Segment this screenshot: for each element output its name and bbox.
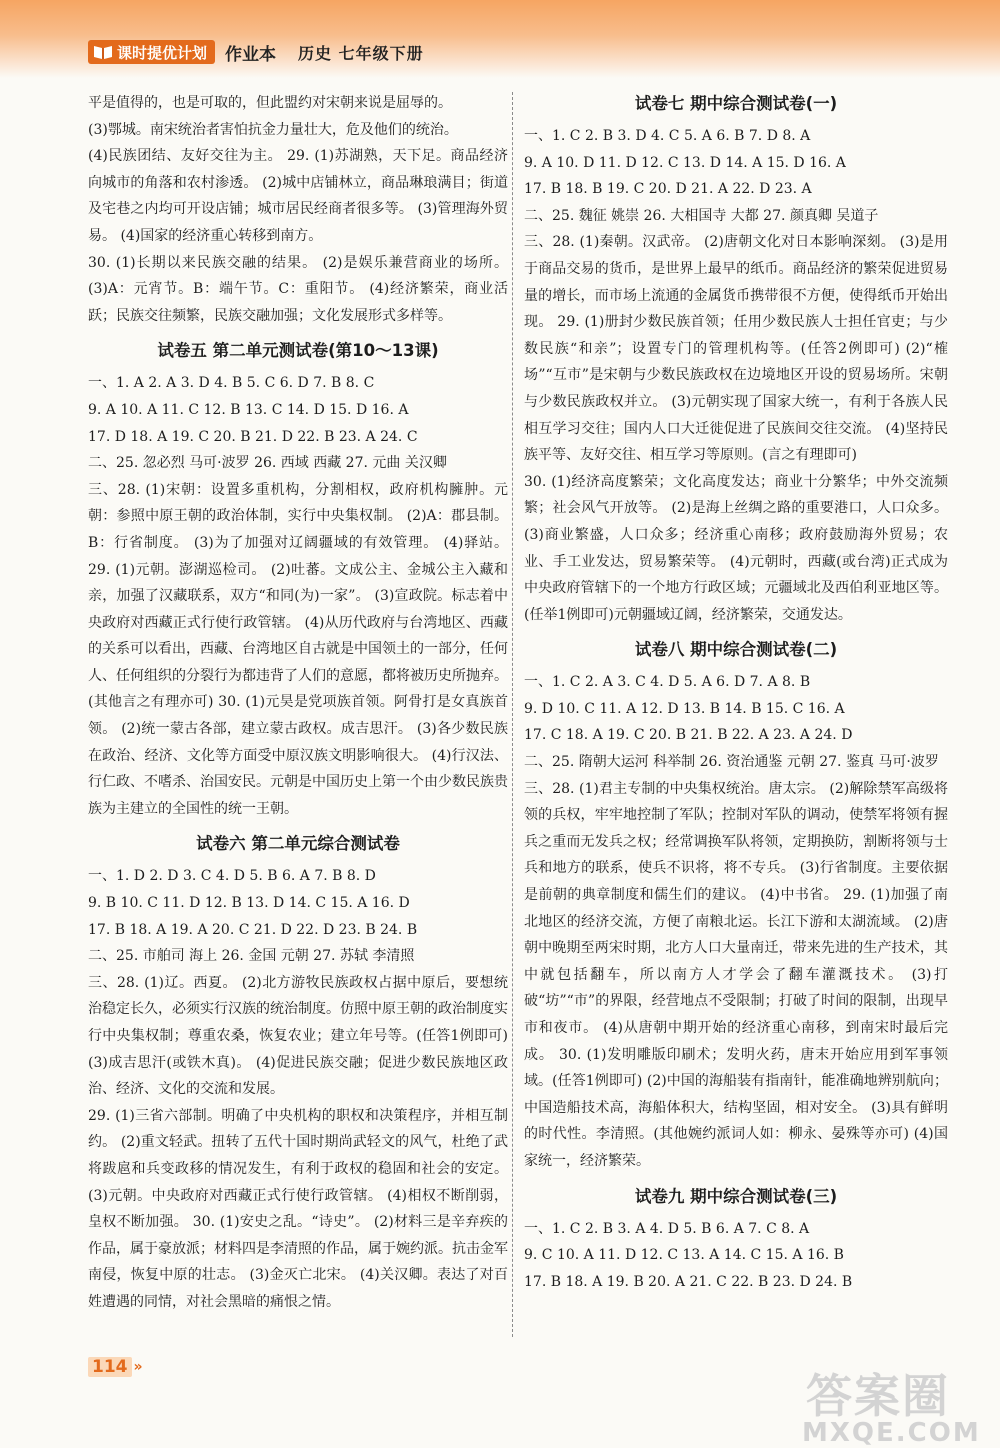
- answer-line: 9. B 10. C 11. D 12. B 13. D 14. C 15. A 16. D: [88, 895, 410, 912]
- paragraph: 30. (1)经济高度繁荣；文化高度发达；商业十分繁华；中外交流频繁；社会风气开放等。 (2)是海上丝绸之路的重要港口，人口众多。 (3)商业繁盛，人口众多；经济重心南移；政府鼓励海外贸易；农业、手工业发达，贸易繁荣等。 (4)元朝时，西藏(或台湾)正式成为中央政府管辖下的一个地方行政区域；元疆域北及西伯利亚地区等。(任举1例即可)元朝疆域辽阔，经济繁荣，交通发达。: [524, 473, 948, 623]
- book-icon: [92, 43, 114, 61]
- paragraph: 三、28. (1)秦朝。汉武帝。 (2)唐朝文化对日本影响深刻。 (3)是用于商品交易的货币，是世界上最早的纸币。商品经济的繁荣促进贸易量的增长，而市场上流通的金属货币携带很不方便，使得纸币开始出现。 29. (1)册封少数民族首领；任用少数民族人士担任官吏；与少数民族“和亲”；设置专门的管理机构等。(任答2例即可) (2)“榷场”“互市”是宋朝与少数民族政权在边境地区开设的贸易场所。宋朝与少数民族政权并立。 (3)元朝实现了国家大统一，有利于各族人民相互学习交往；国内人口大迁徙促进了民族间交往交流。 (4)坚持民族平等、友好交往、相互学习等原则。(言之有理即可): [524, 234, 948, 464]
- header-band: [0, 0, 1000, 78]
- right-column: [524, 90, 948, 1295]
- answer-line: 一、1. A 2. A 3. D 4. B 5. C 6. D 7. B 8. C: [88, 375, 375, 392]
- page-number: [88, 1355, 143, 1379]
- section-title: 试卷七 期中综合测试卷(一): [634, 94, 838, 113]
- answer-line: 二、25. 市舶司 海上 26. 金国 元朝 27. 苏轼 李清照: [88, 948, 415, 965]
- answer-line: 一、1. C 2. B 3. A 4. D 5. B 6. A 7. C 8. A: [524, 1220, 810, 1237]
- section-title: 试卷五 第二单元测试卷(第10～13课): [157, 341, 439, 361]
- paragraph: 平是值得的，也是可取的，但此盟约对宋朝来说是屈辱的。: [88, 95, 452, 111]
- answer-line: 17. B 18. A 19. B 20. A 21. C 22. B 23. D 24. B: [524, 1273, 853, 1290]
- page-number-label: 114: [88, 1357, 132, 1377]
- watermark-text: 答案圈: [806, 1369, 950, 1423]
- answer-line: 二、25. 魏征 姚崇 26. 大相国寺 大都 27. 颜真卿 吴道子: [524, 207, 879, 224]
- section-title: 试卷八 期中综合测试卷(二): [634, 640, 838, 660]
- paragraph: 29. (1)三省六部制。明确了中央机构的职权和决策程序，并相互制约。 (2)重文轻武。扭转了五代十国时期尚武轻文的风气，杜绝了武将跋扈和兵变政移的情况发生，有利于政权的稳固和社会的安定。 (3)元朝。中央政府对西藏正式行使行政管辖。 (4)相权不断削弱，皇权不断加强。 30. (1)安史之乱。“诗史”。 (2)材料三是辛弃疾的作品，属于豪放派；材料四是李清照的作品，属于婉约派。抗击金军南侵，恢复中原的壮志。 (3)金灭亡北宋。 (4)关汉卿。表达了对百姓遭遇的同情，对社会黑暗的痛恨之情。: [88, 1107, 508, 1310]
- answer-line: 9. A 10. D 11. D 12. C 13. D 14. A 15. D 16. A: [524, 154, 846, 171]
- answer-line: 二、25. 隋朝大运河 科举制 26. 资治通鉴 元朝 27. 鉴真 马可·波罗: [524, 754, 939, 771]
- section-title: 试卷六 第二单元综合测试卷: [196, 834, 400, 854]
- chevron-right-icon: »: [133, 1359, 143, 1375]
- paragraph: (3)鄂城。南宋统治者害怕抗金力量壮大，危及他们的统治。: [88, 121, 458, 138]
- section-title: 试卷九 期中综合测试卷(三): [634, 1186, 838, 1206]
- book-subject: 历史 七年级下册: [298, 43, 424, 63]
- paragraph: 30. (1)长期以来民族交融的结果。 (2)是娱乐兼营商业的场所。 (3)A：元宵节。B：端午节。C：重阳节。 (4)经济繁荣，商业活跃；民族交往频繁，民族交融加强；文化发展形式多样等。: [88, 254, 508, 324]
- answer-line: 17. D 18. A 19. C 20. B 21. D 22. B 23. A 24. C: [88, 428, 418, 445]
- paragraph: (4)民族团结、友好交往为主。 29. (1)苏湖熟，天下足。商品经济向城市的角落和农村渗透。 (2)城中店铺林立，商品琳琅满目；街道及宅巷之内均可开设店铺；城市居民经商者很多等。 (3)管理海外贸易。 (4)国家的经济重心转移到南方。: [88, 148, 508, 244]
- answer-line: 一、1. C 2. B 3. D 4. C 5. A 6. B 7. D 8. A: [524, 128, 811, 144]
- watermark-url: MXQE.COM: [802, 1418, 981, 1448]
- left-column: [88, 90, 508, 1316]
- book-title: 作业本: [225, 44, 277, 65]
- paragraph: 三、28. (1)辽。西夏。 (2)北方游牧民族政权占据中原后，要想统治稳定长久，必须实行汉族的统治制度。仿照中原王朝的政治制度实行中央集权制；尊重农桑，恢复农业；建立年号等。(任答1例即可) (3)成吉思汗(或铁木真)。 (4)促进民族交融；促进少数民族地区政治、经济、文化的交流和发展。: [88, 974, 508, 1098]
- answer-line: 一、1. C 2. A 3. C 4. D 5. A 6. D 7. A 8. B: [524, 674, 811, 691]
- paragraph: 三、28. (1)君主专制的中央集权统治。唐太宗。 (2)解除禁军高级将领的兵权，牢牢地控制了军队；控制对军队的调动，使禁军将领有握兵之重而无发兵之权；经常调换军队将领，定期换防，割断将领与士兵和地方的联系，使兵不识将，将不专兵。 (3)行省制度。主要依据是前朝的典章制度和儒生们的建议。 (4)中书省。 29. (1)加强了南北地区的经济交流，方便了南粮北运。长江下游和太湖流域。 (2)唐朝中晚期至两宋时期，北方人口大量南迁，带来先进的生产技术，其中就包括翻车，所以南方人才学会了翻车灌溉技术。 (3)打破“坊”“市”的界限，经营地点不受限制；打破了时间的限制，出现早市和夜市。 (4)从唐朝中期开始的经济重心南移，到南宋时最后完成。 30. (1)发明雕版印刷术；发明火药，唐末开始应用到军事领域。(任答1例即可) (2)中国的海船装有指南针，能准确地辨别航向；中国造船技术高，海船体积大，结构坚固，相对安全。 (3)具有鲜明的时代性。李清照。(其他婉约派词人如：柳永、晏殊等亦可) (4)国家统一，经济繁荣。: [524, 780, 948, 1169]
- answer-line: 17. B 18. B 19. C 20. D 21. A 22. D 23. A: [524, 181, 812, 198]
- answer-line: 二、25. 忽必烈 马可·波罗 26. 西域 西藏 27. 元曲 关汉卿: [88, 455, 447, 472]
- answer-line: 一、1. D 2. D 3. C 4. D 5. B 6. A 7. B 8. D: [88, 868, 376, 885]
- header: [88, 40, 424, 64]
- answer-line: 9. D 10. C 11. A 12. D 13. B 14. B 15. C 16. A: [524, 700, 845, 717]
- answer-line: 9. A 10. A 11. C 12. B 13. C 14. D 15. D 16. A: [88, 401, 409, 418]
- paragraph: 三、28. (1)宋朝：设置多重机构，分割相权，政府机构臃肿。元朝：参照中原王朝的政治体制，实行中央集权制。 (2)A：郡县制。B：行省制度。 (3)为了加强对辽阔疆域的有效管理。 (4)驿站。 29. (1)元朝。澎湖巡检司。 (2)吐蕃。文成公主、金城公主入藏和亲，加强了汉藏联系，双方“和同(为)一家”。 (3)宣政院。标志着中央政府对西藏正式行使行政管辖。 (4)从历代政府与台湾地区、西藏的关系可以看出，西藏、台湾地区自古就是中国领土的一部分，任何人、任何组织的分裂行为都违背了人们的意愿，都将被历史所抛弃。(其他言之有理亦可) 30. (1)元昊是党项族首领。阿骨打是女真族首领。 (2)统一蒙古各部，建立蒙古政权。成吉思汗。 (3)各少数民族在政治、经济、文化等方面受中原汉族文明影响很大。 (4)行汉法、行仁政、不嗜杀、治国安民。元朝是中国历史上第一个由少数民族贵族为主建立的全国性的统一王朝。: [88, 481, 508, 817]
- answer-line: 17. B 18. A 19. A 20. C 21. D 22. D 23. B 24. B: [88, 921, 418, 938]
- answer-line: 17. C 18. A 19. C 20. B 21. B 22. A 23. A 24. D: [524, 727, 853, 744]
- column-divider: [512, 92, 513, 1337]
- answer-line: 9. C 10. A 11. D 12. C 13. A 14. C 15. A 16. B: [524, 1247, 844, 1264]
- watermark-logo: [800, 1360, 990, 1448]
- brand-logo: [88, 40, 215, 64]
- brand-name: 课时提优计划: [117, 43, 208, 62]
